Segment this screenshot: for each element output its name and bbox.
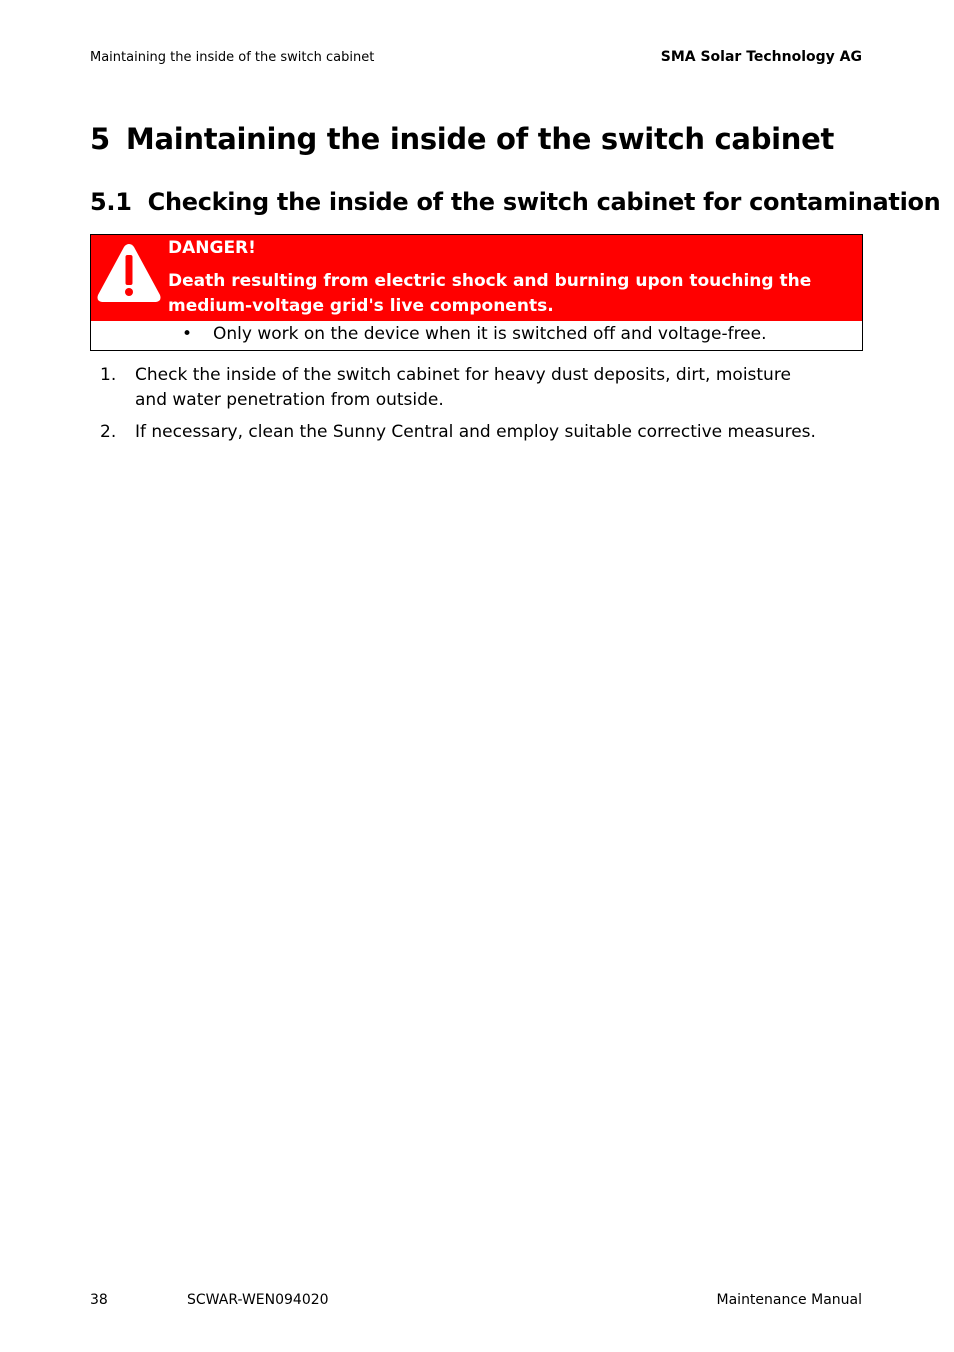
danger-measure-text: Only work on the device when it is switched off and voltage-free. [213, 324, 767, 344]
warning-triangle-icon [94, 239, 164, 309]
section-number: 5.1 [90, 188, 132, 216]
step-number: 1. [100, 365, 117, 385]
step-text: Check the inside of the switch cabinet for heavy dust deposits, dirt, moisture and water penetration from outside. [135, 365, 791, 410]
chapter-title: Maintaining the inside of the switch cabinet [125, 122, 835, 156]
page-number: 38 [90, 1292, 108, 1308]
section-title: Checking the inside of the switch cabinet for contamination [147, 188, 941, 216]
danger-header-band [91, 235, 862, 321]
bullet-marker: • [182, 324, 193, 344]
step-text: If necessary, clean the Sunny Central and employ suitable corrective measures. [135, 422, 816, 442]
running-header-title: Maintaining the inside of the switch cabinet [90, 50, 375, 65]
chapter-heading [90, 122, 834, 156]
danger-measure-item [91, 321, 862, 350]
danger-message: Death resulting from electric shock and burning upon touching the medium-voltage grid's live components. [168, 271, 812, 316]
document-type: Maintenance Manual [716, 1292, 862, 1308]
running-header-company: SMA Solar Technology AG [660, 49, 862, 65]
section-heading [90, 188, 940, 216]
procedure-step [90, 420, 862, 445]
chapter-number: 5 [90, 122, 110, 156]
danger-label: DANGER! [168, 238, 256, 258]
document-code: SCWAR-WEN094020 [187, 1292, 329, 1308]
procedure-steps [90, 363, 862, 452]
procedure-step [90, 363, 862, 413]
danger-notice [90, 234, 863, 351]
step-number: 2. [100, 422, 117, 442]
